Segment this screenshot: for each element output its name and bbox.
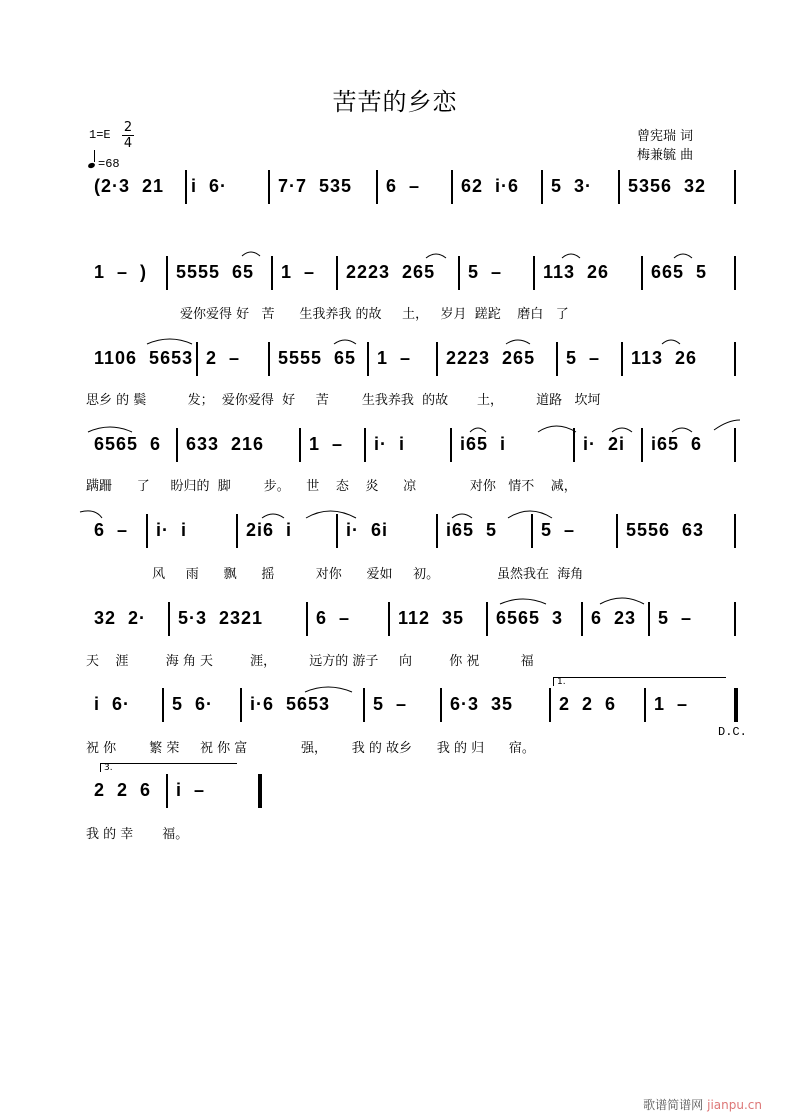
lyricist: 曾宪瑞 词 — [637, 129, 694, 144]
credits — [637, 127, 693, 165]
barline — [162, 688, 164, 722]
barline — [581, 602, 583, 636]
measure: 5 3· — [551, 176, 593, 196]
measure: 6 – — [316, 608, 351, 628]
measure: i· i — [156, 520, 187, 540]
measure: 5356 32 — [628, 176, 707, 196]
barline — [734, 428, 736, 462]
key-signature: 1=E — [89, 128, 111, 142]
lyrics-line: 爱你爱得 好 苦 生我养我 的故 土， 岁月 蹉跎 磨白 了 — [180, 307, 569, 322]
slur — [508, 511, 552, 518]
notation-row — [0, 434, 790, 464]
measure: 6 – — [386, 176, 421, 196]
measure: 1 – — [281, 262, 316, 282]
lyrics-line: 我 的 幸 福。 — [86, 827, 189, 842]
measure: 5 – — [541, 520, 576, 540]
measure: 7·7 535 — [278, 176, 353, 196]
slur — [88, 427, 132, 432]
slur — [426, 254, 446, 258]
barline — [240, 688, 242, 722]
barline — [549, 688, 551, 722]
measure: 665 5 — [651, 262, 708, 282]
measure: 5 6· — [172, 694, 214, 714]
measure: 2 – — [206, 348, 241, 368]
measure: i65 5 — [446, 520, 498, 540]
volta-3-label: 3. — [104, 763, 113, 773]
measure: 5·3 2321 — [178, 608, 264, 628]
slur — [80, 511, 102, 518]
footer-watermark — [643, 1096, 762, 1113]
measure: 5 – — [566, 348, 601, 368]
barline — [734, 342, 736, 376]
measure: 5 – — [373, 694, 408, 714]
barline — [388, 602, 390, 636]
measure: 6565 6 — [94, 434, 162, 454]
slur — [562, 254, 580, 258]
lyrics-line: 思乡 的 鬓 发； 爱你爱得 好 苦 生我养我 的故 土， 道路 坎坷 — [86, 393, 601, 408]
slur — [147, 339, 192, 344]
slur — [600, 598, 644, 604]
slur — [262, 514, 284, 518]
barline — [196, 342, 198, 376]
barline — [306, 602, 308, 636]
measure: 6 23 — [591, 608, 637, 628]
final-barline — [258, 774, 262, 808]
slur — [242, 252, 260, 256]
barline — [641, 256, 643, 290]
barline — [168, 602, 170, 636]
barline — [376, 170, 378, 204]
slur — [612, 428, 632, 432]
barline — [618, 170, 620, 204]
notation-row — [0, 176, 790, 206]
barline — [336, 256, 338, 290]
measure: 633 216 — [186, 434, 265, 454]
measure: 62 i·6 — [461, 176, 520, 196]
slur — [714, 420, 740, 430]
barline — [166, 774, 168, 808]
measure: i – — [176, 780, 206, 800]
barline — [541, 170, 543, 204]
footer-site: 歌谱简谱网 — [643, 1098, 704, 1112]
barline — [734, 602, 736, 636]
lyrics-line: 蹒跚 了 盼归的 脚 步。 世 态 炎 凉 对你 情不 减， — [86, 479, 577, 494]
barline — [364, 428, 366, 462]
slur — [334, 340, 356, 344]
barline — [734, 256, 736, 290]
measure: i· i — [374, 434, 405, 454]
measure: 2 2 6 — [559, 694, 617, 714]
slur — [674, 254, 692, 258]
composer: 梅兼毓 曲 — [637, 148, 694, 163]
measure: 2223 265 — [346, 262, 436, 282]
lyrics-line: 风 雨 飘 摇 对你 爱如 初。 虽然我在 海角 — [86, 567, 584, 582]
slur — [305, 687, 352, 692]
measure: 1 – — [309, 434, 344, 454]
barline — [236, 514, 238, 548]
measure: 112 35 — [398, 608, 465, 628]
barline — [185, 170, 187, 204]
barline — [336, 514, 338, 548]
volta-bracket-3 — [100, 763, 237, 772]
measure: 1106 5653 — [94, 348, 194, 368]
lyrics-line: 天 涯 海 角 天 涯， 远方的 游子 向 你 祝 福 — [86, 654, 534, 669]
notation-row — [0, 520, 790, 550]
note-stem — [94, 150, 95, 162]
barline — [176, 428, 178, 462]
measure: 5555 65 — [176, 262, 255, 282]
slur — [662, 340, 680, 344]
barline — [268, 170, 270, 204]
notation-row — [0, 780, 790, 810]
barline — [451, 170, 453, 204]
barline — [166, 256, 168, 290]
barline — [268, 342, 270, 376]
barline — [616, 514, 618, 548]
slur — [470, 428, 486, 432]
barline — [486, 602, 488, 636]
slur — [672, 428, 692, 432]
barline — [299, 428, 301, 462]
notation-row — [0, 608, 790, 638]
barline — [440, 688, 442, 722]
time-signature-top: 2 — [123, 120, 133, 135]
measure: i·6 5653 — [250, 694, 331, 714]
time-signature-bottom: 4 — [123, 136, 133, 151]
measure: 5555 65 — [278, 348, 357, 368]
measure: 32 2· — [94, 608, 147, 628]
barline — [648, 602, 650, 636]
lyrics-line: 祝 你 繁 荣 祝 你 富 强， 我 的 故乡 我 的 归 宿。 — [86, 741, 535, 756]
measure: i65 6 — [651, 434, 703, 454]
volta-bracket-1 — [553, 677, 726, 686]
measure: 6 – — [94, 520, 129, 540]
measure: 5 – — [658, 608, 693, 628]
measure: i· 6i — [346, 520, 389, 540]
slur — [306, 511, 356, 518]
measure: 6565 3 — [496, 608, 564, 628]
barline — [621, 342, 623, 376]
da-capo-mark: D.C. — [718, 725, 747, 739]
barline — [573, 428, 575, 462]
barline — [363, 688, 365, 722]
barline — [641, 428, 643, 462]
barline — [458, 256, 460, 290]
measure: 1 – — [377, 348, 412, 368]
final-barline — [734, 688, 738, 722]
notation-row — [0, 694, 790, 724]
measure: (2·3 21 — [94, 176, 165, 196]
footer-url: jianpu.cn — [707, 1098, 762, 1112]
measure: 5 – — [468, 262, 503, 282]
tempo-mark — [88, 155, 120, 171]
barline — [436, 514, 438, 548]
measure: 2223 265 — [446, 348, 536, 368]
slur — [506, 340, 530, 344]
notation-row — [0, 348, 790, 378]
barline — [644, 688, 646, 722]
measure: i 6· — [191, 176, 228, 196]
barline — [367, 342, 369, 376]
measure: 2 2 6 — [94, 780, 152, 800]
volta-1-label: 1. — [557, 677, 566, 687]
measure: 2i6 i — [246, 520, 293, 540]
measure: 113 26 — [631, 348, 698, 368]
barline — [533, 256, 535, 290]
measure: 6·3 35 — [450, 694, 514, 714]
measure: i65 i — [460, 434, 507, 454]
quarter-note-icon — [87, 162, 95, 169]
barline — [436, 342, 438, 376]
tempo-value: =68 — [98, 157, 120, 171]
barline — [271, 256, 273, 290]
measure: 113 26 — [543, 262, 610, 282]
measure: 1 – — [654, 694, 689, 714]
barline — [146, 514, 148, 548]
slur — [500, 599, 546, 604]
measure: 1 – ) — [94, 262, 148, 282]
barline — [556, 342, 558, 376]
time-signature — [122, 120, 134, 151]
measure: 5556 63 — [626, 520, 705, 540]
slur — [538, 426, 576, 432]
measure: i· 2i — [583, 434, 626, 454]
barline — [734, 514, 736, 548]
barline — [734, 170, 736, 204]
barline — [450, 428, 452, 462]
measure: i 6· — [94, 694, 131, 714]
song-title: 苦苦的乡恋 — [332, 88, 458, 116]
barline — [531, 514, 533, 548]
notation-row — [0, 262, 790, 292]
slur — [452, 514, 472, 518]
